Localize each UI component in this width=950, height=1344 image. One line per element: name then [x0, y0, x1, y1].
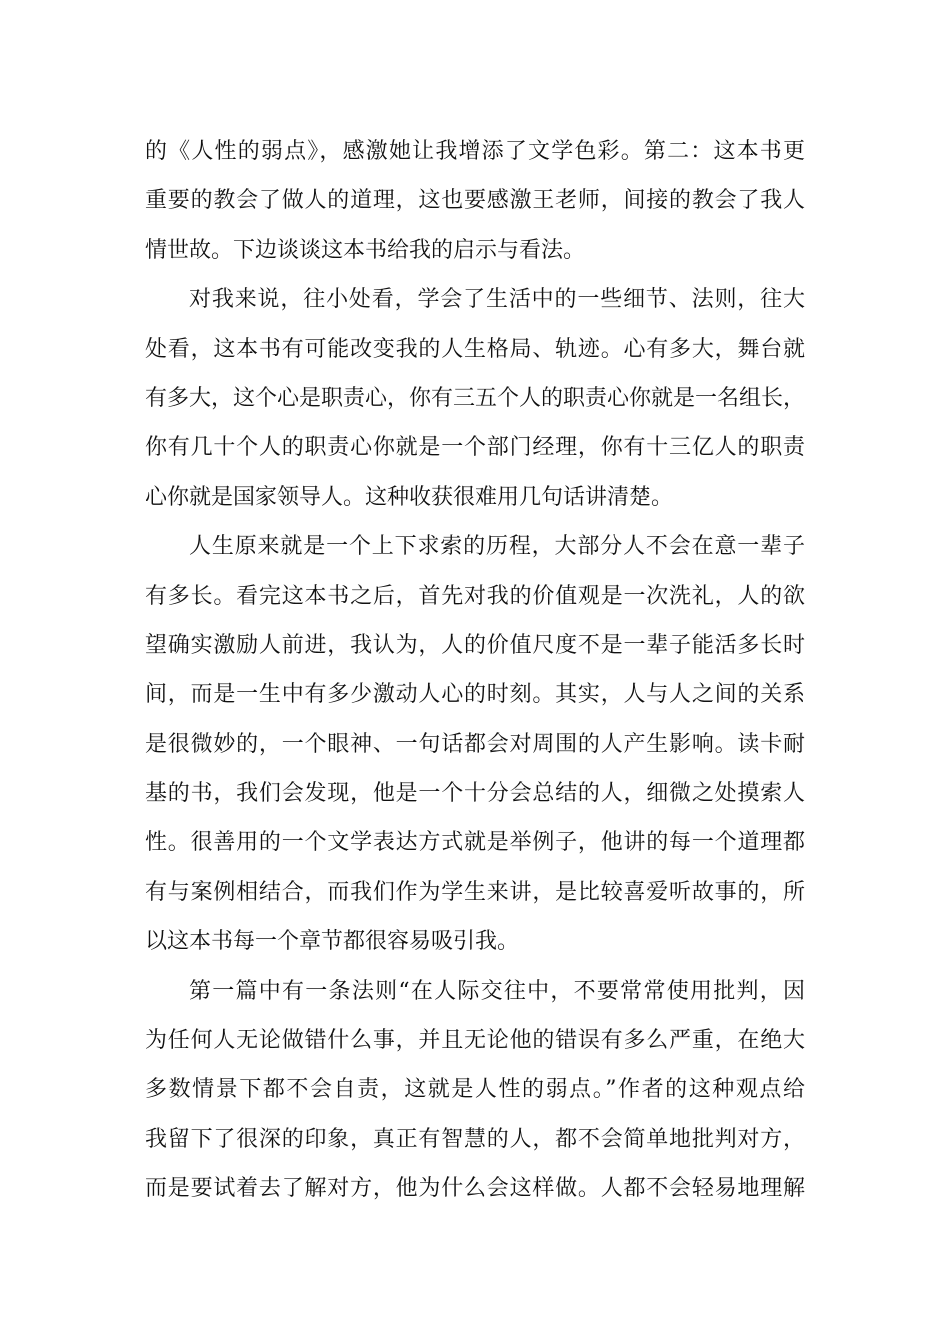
text-line: 有多大，这个心是职责心，你有三五个人的职责心你就是一名组长， [145, 385, 806, 411]
text-line: 而是要试着去了解对方，他为什么会这样做。人都不会轻易地理解 [145, 1176, 805, 1202]
text-line: 第一篇中有一条法则“在人际交往中，不要常常使用批判，因 [189, 978, 805, 1004]
text-line: 性。很善用的一个文学表达方式就是举例子，他讲的每一个道理都 [145, 830, 805, 856]
text-line: 有多长。看完这本书之后，首先对我的价值观是一次洗礼，人的欲 [145, 583, 805, 609]
text-line: 心你就是国家领导人。这种收获很难用几句话讲清楚。 [145, 484, 674, 510]
text-line: 以这本书每一个章节都很容易吸引我。 [145, 929, 520, 955]
document-body [145, 127, 805, 1214]
text-line: 基的书，我们会发现，他是一个十分会总结的人，细微之处摸索人 [145, 781, 805, 807]
text-line: 我留下了很深的印象，真正有智慧的人，都不会简单地批判对方， [145, 1126, 805, 1152]
text-line: 情世故。下边谈谈这本书给我的启示与看法。 [145, 237, 586, 263]
text-line: 人生原来就是一个上下求索的历程，大部分人不会在意一辈子 [189, 534, 805, 560]
text-line: 对我来说，往小处看，学会了生活中的一些细节、法则，往大 [189, 287, 805, 313]
text-line: 有与案例相结合，而我们作为学生来讲，是比较喜爱听故事的，所 [145, 879, 805, 905]
text-line: 多数情景下都不会自责，这就是人性的弱点。”作者的这种观点给 [145, 1077, 805, 1103]
text-line: 的《人性的弱点》，感激她让我增添了文学色彩。第二：这本书更 [145, 139, 805, 164]
text-line: 你有几十个人的职责心你就是一个部门经理，你有十三亿人的职责 [145, 435, 805, 461]
text-line: 重要的教会了做人的道理，这也要感激王老师，间接的教会了我人 [145, 188, 805, 214]
text-line: 处看，这本书有可能改变我的人生格局、轨迹。心有多大，舞台就 [145, 336, 805, 362]
text-line: 是很微妙的，一个眼神、一句话都会对周围的人产生影响。读卡耐 [145, 731, 805, 757]
text-line: 间，而是一生中有多少激动人心的时刻。其实，人与人之间的关系 [145, 682, 805, 708]
text-line: 望确实激励人前进，我认为，人的价值尺度不是一辈子能活多长时 [145, 632, 805, 658]
text-line: 为任何人无论做错什么事，并且无论他的错误有多么严重，在绝大 [145, 1028, 805, 1054]
